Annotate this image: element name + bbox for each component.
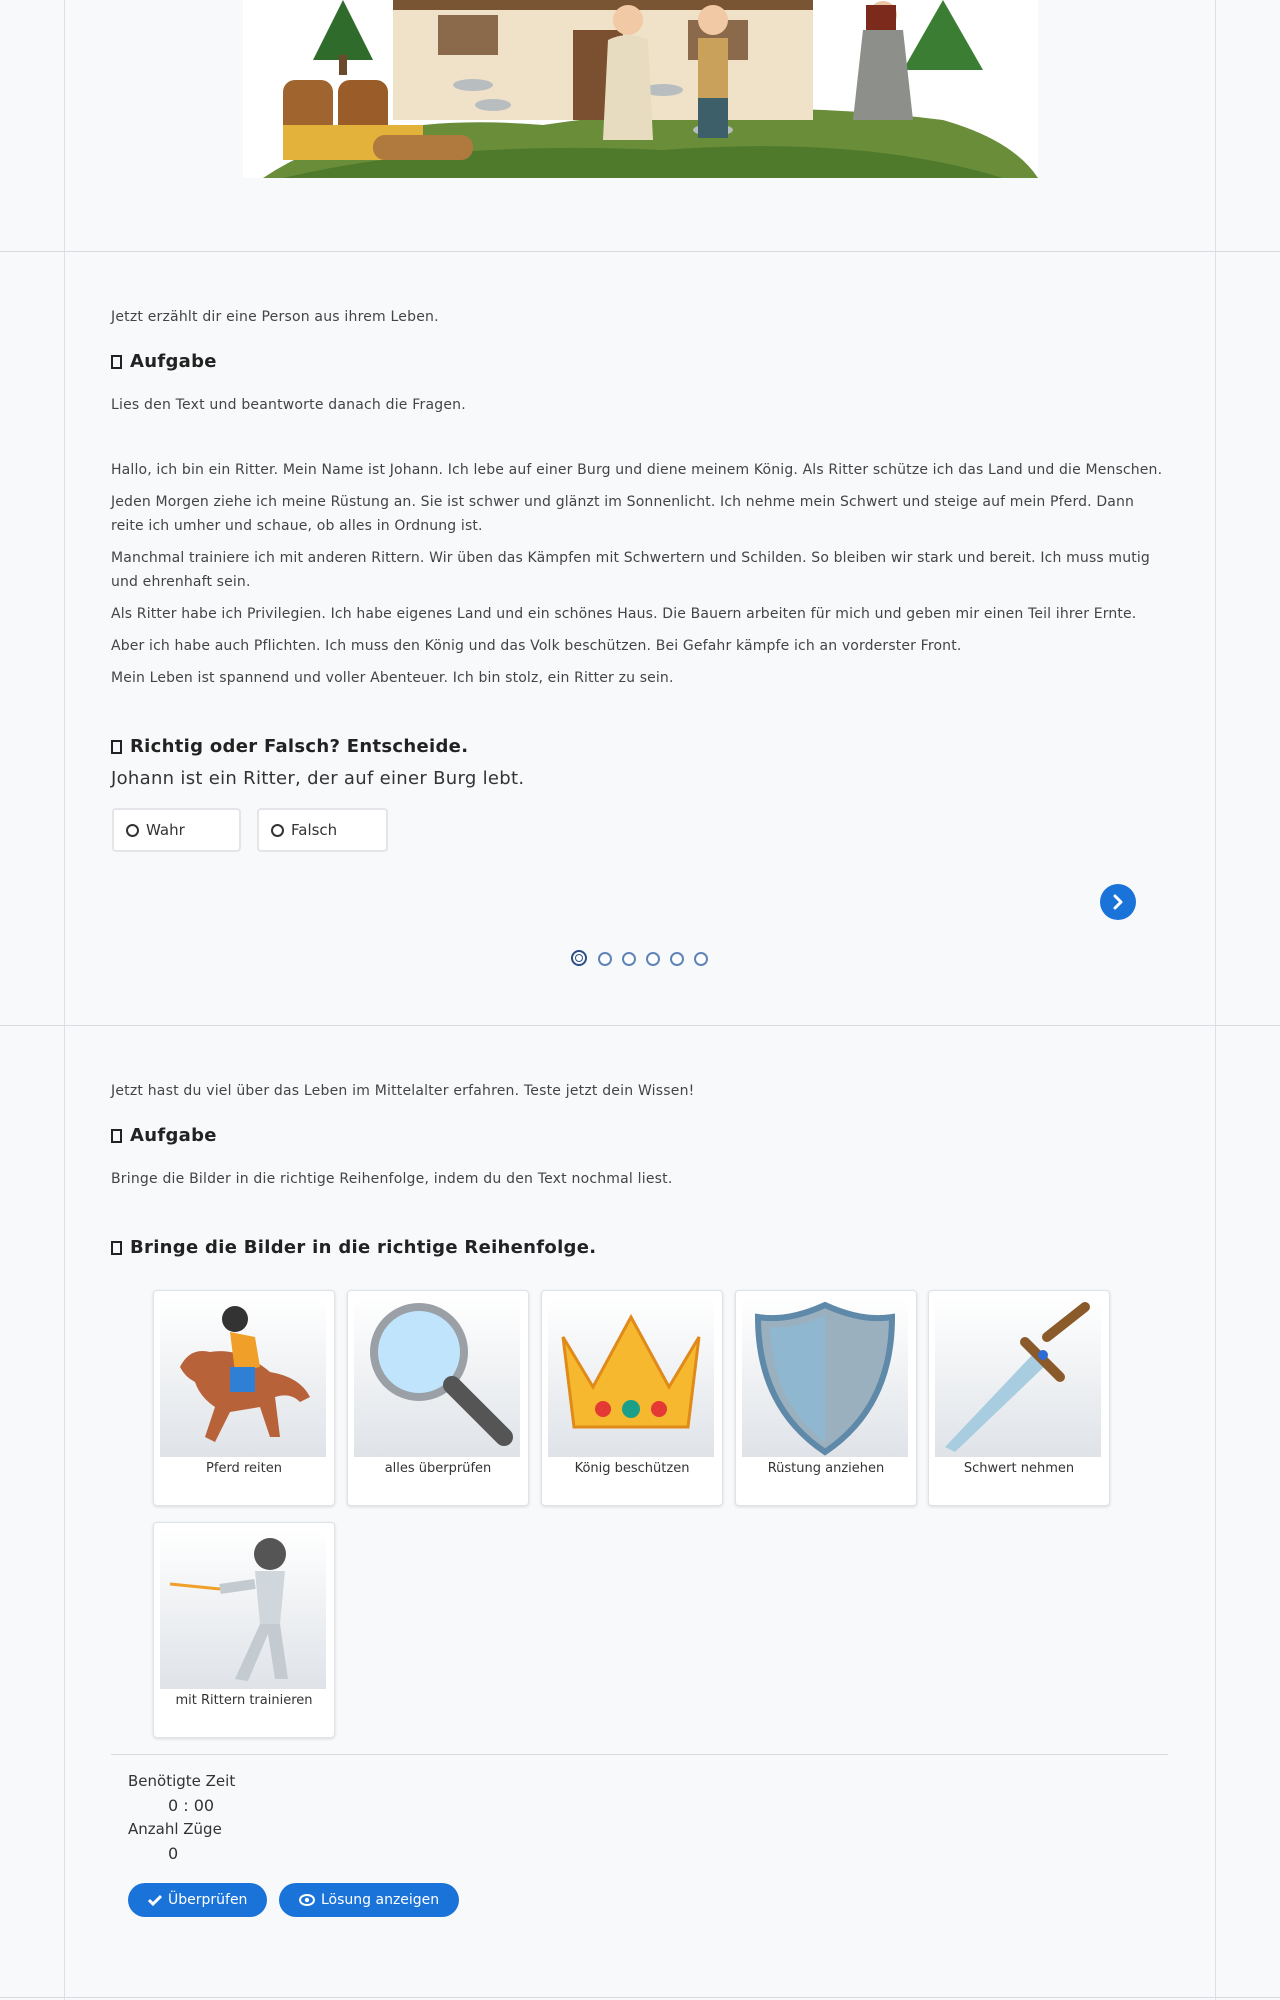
check-button[interactable] — [128, 1883, 267, 1917]
section-divider — [0, 251, 1280, 252]
radio-icon — [126, 824, 139, 837]
magnifier-icon — [354, 1297, 520, 1457]
puzzle-heading — [111, 1237, 1169, 1258]
pagination-dot[interactable] — [670, 952, 684, 966]
story-paragraph: Aber ich habe auch Pflichten. Ich muss den König und das Volk beschützen. Bei Gefahr kämpfe ich an vorderster Front. — [111, 638, 962, 654]
fencer-icon — [160, 1529, 326, 1689]
show-solution-label: Lösung anzeigen — [321, 1892, 440, 1908]
card-label: König beschützen — [574, 1461, 690, 1476]
quiz-question: Johann ist ein Ritter, der auf einer Burg lebt. — [111, 768, 525, 789]
frame-line-left — [64, 0, 65, 2000]
frame-line-right — [1215, 0, 1216, 2000]
card-label: mit Rittern trainieren — [175, 1693, 313, 1708]
checkbox-icon — [111, 355, 122, 369]
pagination-dot[interactable] — [646, 952, 660, 966]
story-paragraph: Hallo, ich bin ein Ritter. Mein Name ist Johann. Ich lebe auf einer Burg und diene meinem König. Als Ritter schütze ich das Land und die Menschen. — [111, 462, 1163, 478]
time-label: Benötigte Zeit — [128, 1772, 236, 1790]
check-icon — [148, 1894, 162, 1906]
crown-icon — [548, 1297, 714, 1457]
check-button-label: Überprüfen — [168, 1892, 248, 1908]
card-label: alles überprüfen — [384, 1461, 492, 1476]
card-label: Rüstung anziehen — [767, 1461, 885, 1476]
card-label: Pferd reiten — [206, 1461, 282, 1476]
show-solution-button[interactable] — [279, 1883, 459, 1917]
moves-value: 0 — [168, 1844, 179, 1863]
time-value: 0 : 00 — [168, 1796, 215, 1815]
answer-option-label: Wahr — [146, 821, 185, 839]
sortable-card[interactable] — [153, 1290, 335, 1506]
answer-option-true[interactable] — [112, 808, 241, 852]
story-paragraph: Mein Leben ist spannend und voller Abenteuer. Ich bin stolz, ein Ritter zu sein. — [111, 670, 674, 686]
task-heading — [111, 1125, 1169, 1146]
section-divider — [0, 1025, 1280, 1026]
quiz-heading-label: Richtig oder Falsch? Entscheide. — [130, 736, 469, 757]
pagination-dot[interactable] — [598, 952, 612, 966]
eye-icon — [299, 1894, 315, 1906]
section-divider — [0, 1997, 1280, 1998]
checkbox-icon — [111, 740, 122, 754]
story-paragraph: Manchmal trainiere ich mit anderen Rittern. Wir üben das Kämpfen mit Schwertern und Schilden. So bleiben wir stark und bereit. Ich muss mutig und ehrenhaft sein. — [111, 550, 1150, 590]
sortable-card[interactable] — [347, 1290, 529, 1506]
card-label: Schwert nehmen — [963, 1461, 1075, 1476]
task-heading — [111, 351, 1169, 372]
order-intro: Jetzt hast du viel über das Leben im Mittelalter erfahren. Teste jetzt dein Wissen! — [111, 1083, 695, 1099]
checkbox-icon — [111, 1129, 122, 1143]
sword-icon — [935, 1297, 1101, 1457]
story-paragraph: Als Ritter habe ich Privilegien. Ich habe eigenes Land und ein schönes Haus. Die Bauern arbeiten für mich und geben mir einen Teil ihrer Ernte. — [111, 606, 1137, 622]
sortable-card[interactable] — [153, 1522, 335, 1738]
next-slide-button[interactable] — [1100, 884, 1136, 920]
sortable-card[interactable] — [541, 1290, 723, 1506]
task-heading-label: Aufgabe — [130, 351, 217, 372]
answer-option-false[interactable] — [257, 808, 388, 852]
horse-rider-icon — [160, 1297, 326, 1457]
sortable-card[interactable] — [928, 1290, 1110, 1506]
task-heading-label: Aufgabe — [130, 1125, 217, 1146]
pagination-dot[interactable] — [694, 952, 708, 966]
knight-story-text — [111, 458, 1169, 690]
pagination-dot[interactable] — [622, 952, 636, 966]
results-divider — [111, 1754, 1168, 1755]
task-instructions: Bringe die Bilder in die richtige Reihenfolge, indem du den Text nochmal liest. — [111, 1171, 673, 1187]
pagination-dot-active[interactable] — [571, 950, 587, 966]
shield-icon — [742, 1297, 908, 1457]
story-paragraph: Jeden Morgen ziehe ich meine Rüstung an. Sie ist schwer und glänzt im Sonnenlicht. Ich nehme mein Schwert und steige auf mein Pferd. Dann reite ich umher und schaue, ob alles in Ordnung ist. — [111, 494, 1135, 534]
puzzle-heading-label: Bringe die Bilder in die richtige Reihenfolge. — [130, 1237, 597, 1258]
checkbox-icon — [111, 1241, 122, 1255]
task-instructions: Lies den Text und beantworte danach die Fragen. — [111, 397, 466, 413]
sortable-card[interactable] — [735, 1290, 917, 1506]
village-illustration — [243, 0, 1038, 178]
answer-option-label: Falsch — [291, 821, 338, 839]
chevron-right-icon — [1110, 894, 1126, 910]
reading-intro: Jetzt erzählt dir eine Person aus ihrem Leben. — [111, 309, 439, 325]
moves-label: Anzahl Züge — [128, 1820, 222, 1838]
radio-icon — [271, 824, 284, 837]
quiz-heading — [111, 736, 1169, 757]
